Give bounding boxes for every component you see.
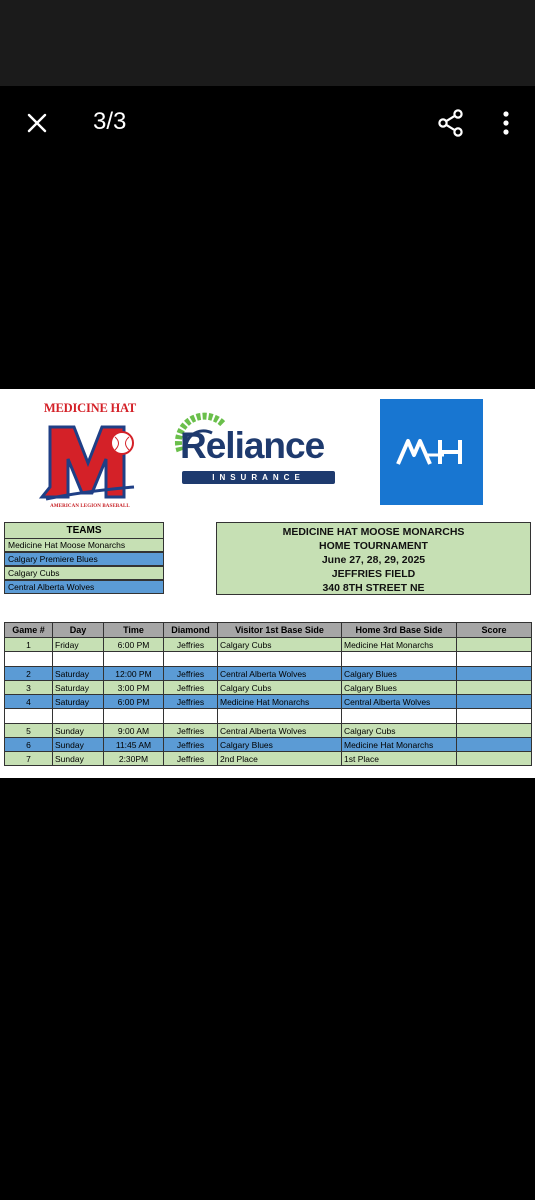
cell-time: 6:00 PM (104, 695, 164, 709)
status-bar (0, 0, 535, 86)
cell-game: 2 (5, 667, 53, 681)
cell-day: Saturday (53, 667, 104, 681)
cell-day: Sunday (53, 738, 104, 752)
tournament-venue: JEFFRIES FIELD (331, 568, 416, 580)
close-button[interactable] (18, 104, 56, 142)
spacer-row (5, 652, 532, 667)
table-row (5, 681, 532, 695)
cell-visitor: 2nd Place (218, 752, 342, 766)
team-item: Central Alberta Wolves (4, 580, 164, 594)
cell-score (457, 724, 532, 738)
cell-game: 6 (5, 738, 53, 752)
tournament-host: MEDICINE HAT MOOSE MONARCHS (282, 526, 465, 538)
header-diamond: Diamond (164, 623, 218, 638)
cell-home: Calgary Blues (342, 681, 457, 695)
more-vert-icon (502, 111, 510, 135)
cell-visitor: Calgary Blues (218, 738, 342, 752)
cell-time: 6:00 PM (104, 638, 164, 652)
image-counter: 3/3 (93, 108, 127, 135)
table-row (5, 724, 532, 738)
header-game: Game # (5, 623, 53, 638)
table-row (5, 695, 532, 709)
header-day: Day (53, 623, 104, 638)
reliance-tagline-bar (182, 471, 335, 484)
cell-time: 2:30PM (104, 752, 164, 766)
reliance-insurance-logo (172, 411, 340, 491)
tournament-info-box (216, 522, 531, 595)
team-item: Medicine Hat Moose Monarchs (4, 538, 164, 552)
table-row (5, 752, 532, 766)
schedule-header-row (5, 623, 532, 638)
cell-game: 5 (5, 724, 53, 738)
cell-home: Central Alberta Wolves (342, 695, 457, 709)
viewer-toolbar (0, 86, 535, 162)
cell-diamond: Jeffries (164, 752, 218, 766)
cell-diamond: Jeffries (164, 681, 218, 695)
table-row (5, 638, 532, 652)
cell-game: 3 (5, 681, 53, 695)
logo-subtitle: AMERICAN LEGION BASEBALL (50, 504, 130, 509)
cell-game: 1 (5, 638, 53, 652)
cell-diamond: Jeffries (164, 724, 218, 738)
cell-home: Calgary Cubs (342, 724, 457, 738)
cell-game: 4 (5, 695, 53, 709)
teams-box (4, 522, 164, 594)
cell-day: Friday (53, 638, 104, 652)
cell-score (457, 638, 532, 652)
tournament-address: 340 8TH STREET NE (322, 582, 425, 594)
cell-score (457, 752, 532, 766)
cell-home: Calgary Blues (342, 667, 457, 681)
cell-time: 12:00 PM (104, 667, 164, 681)
cell-diamond: Jeffries (164, 695, 218, 709)
cell-day: Saturday (53, 695, 104, 709)
mh-city-logo (380, 399, 483, 505)
cell-visitor: Calgary Cubs (218, 638, 342, 652)
spacer-row (5, 709, 532, 724)
table-row (5, 738, 532, 752)
header-home: Home 3rd Base Side (342, 623, 457, 638)
reliance-name: Reliance (180, 425, 325, 466)
cell-diamond: Jeffries (164, 638, 218, 652)
cell-diamond: Jeffries (164, 667, 218, 681)
reliance-tagline: INSURANCE (212, 473, 305, 482)
share-icon (437, 109, 465, 137)
medicine-hat-logo (36, 401, 144, 513)
table-row (5, 667, 532, 681)
tournament-dates: June 27, 28, 29, 2025 (321, 554, 426, 566)
cell-home: Medicine Hat Monarchs (342, 738, 457, 752)
more-options-button[interactable] (490, 104, 522, 142)
cell-time: 11:45 AM (104, 738, 164, 752)
close-icon (26, 112, 48, 134)
schedule-table (4, 622, 532, 766)
cell-visitor: Calgary Cubs (218, 681, 342, 695)
cell-home: 1st Place (342, 752, 457, 766)
logo-title: MEDICINE HAT (43, 401, 137, 415)
tournament-name: HOME TOURNAMENT (319, 540, 428, 552)
team-item: Calgary Cubs (4, 566, 164, 580)
header-score: Score (457, 623, 532, 638)
team-item: Calgary Premiere Blues (4, 552, 164, 566)
cell-day: Sunday (53, 724, 104, 738)
cell-day: Saturday (53, 681, 104, 695)
tournament-image (0, 389, 535, 778)
cell-visitor: Medicine Hat Monarchs (218, 695, 342, 709)
monarchs-m-icon (36, 413, 144, 509)
cell-score (457, 681, 532, 695)
share-button[interactable] (432, 104, 470, 142)
cell-home: Medicine Hat Monarchs (342, 638, 457, 652)
cell-score (457, 667, 532, 681)
teams-header: TEAMS (4, 522, 164, 538)
cell-score (457, 695, 532, 709)
cell-visitor: Central Alberta Wolves (218, 667, 342, 681)
cell-score (457, 738, 532, 752)
cell-visitor: Central Alberta Wolves (218, 724, 342, 738)
cell-time: 3:00 PM (104, 681, 164, 695)
cell-diamond: Jeffries (164, 738, 218, 752)
header-time: Time (104, 623, 164, 638)
cell-day: Sunday (53, 752, 104, 766)
mh-wordmark-icon (396, 437, 468, 467)
cell-game: 7 (5, 752, 53, 766)
header-visitor: Visitor 1st Base Side (218, 623, 342, 638)
cell-time: 9:00 AM (104, 724, 164, 738)
